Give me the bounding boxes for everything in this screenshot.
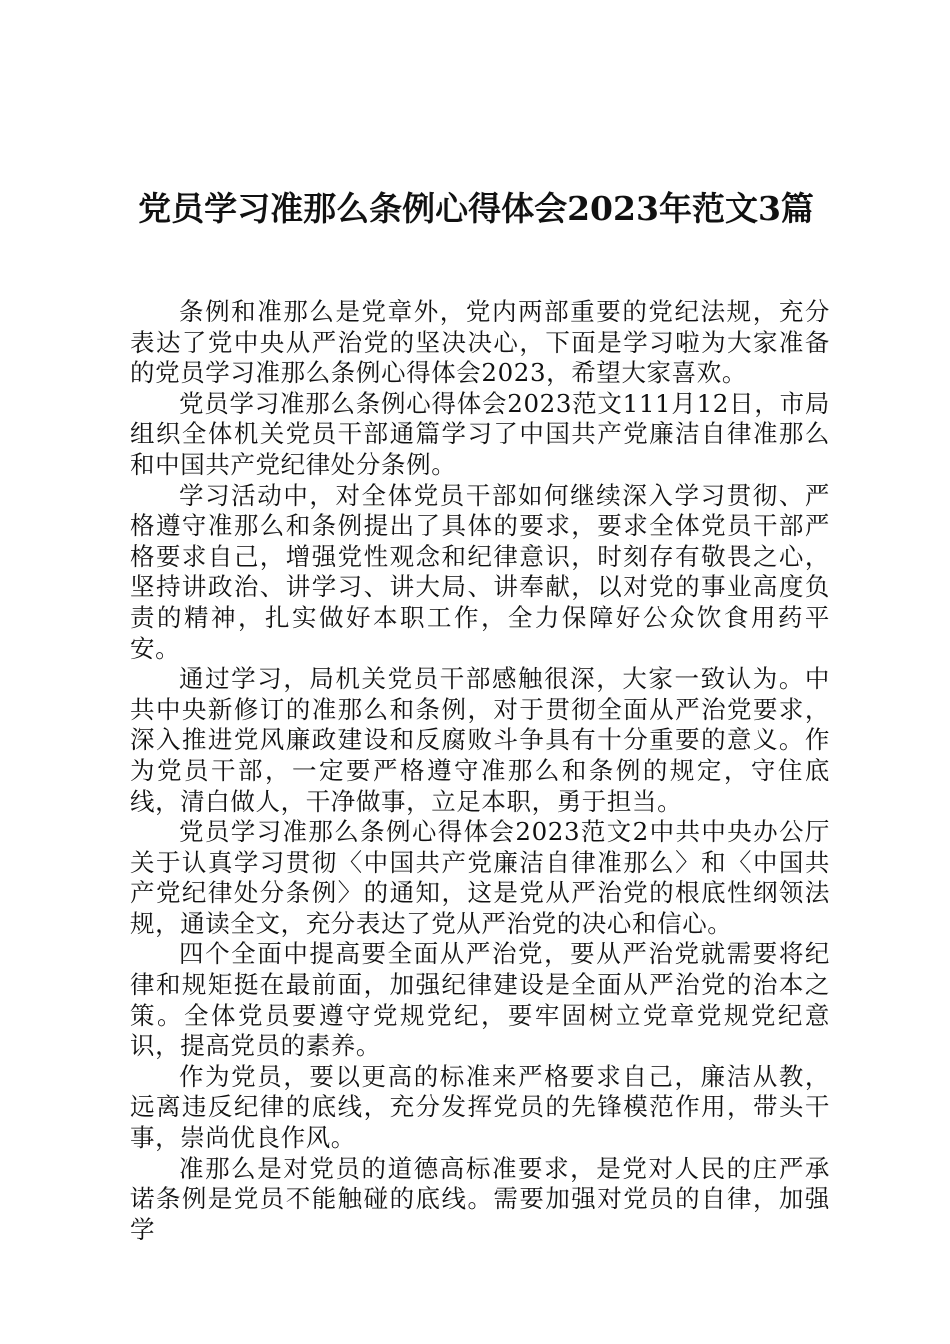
document-title: 党员学习准那么条例心得体会2023年范文3篇 [138, 189, 814, 229]
paragraph-8: 准那么是对党员的道德高标准要求，是党对人民的庄严承诺条例是党员不能触碰的底线。需要加强对党员的自律，加强学 [130, 1153, 830, 1244]
paragraph-2: 党员学习准那么条例心得体会2023范文111月12日，市局组织全体机关党员干部通篇学习了中国共产党廉洁自律准那么和中国共产党纪律处分条例。 [130, 388, 830, 479]
document-body [130, 297, 830, 1245]
paragraph-4: 通过学习，局机关党员干部感触很深，大家一致认为。中共中央新修订的准那么和条例，对于贯彻全面从严治党要求，深入推进党风廉政建设和反腐败斗争具有十分重要的意义。作为党员干部，一定要严格遵守准那么和条例的规定，守住底线，清白做人，干净做事，立足本职，勇于担当。 [130, 664, 830, 816]
paragraph-5: 党员学习准那么条例心得体会2023范文2中共中央办公厅关于认真学习贯彻〈中国共产党廉洁自律准那么〉和〈中国共产党纪律处分条例〉的通知，这是党从严治党的根底性纲领法规，通读全文，充分表达了党从严治党的决心和信心。 [130, 817, 830, 938]
paragraph-1: 条例和准那么是党章外，党内两部重要的党纪法规，充分表达了党中央从严治党的坚决决心，下面是学习啦为大家准备的党员学习准那么条例心得体会2023，希望大家喜欢。 [130, 297, 830, 388]
paragraph-7: 作为党员，要以更高的标准来严格要求自己，廉洁从教，远离违反纪律的底线，充分发挥党员的先锋模范作用，带头干事，崇尚优良作风。 [130, 1061, 830, 1153]
paragraph-6: 四个全面中提高要全面从严治党，要从严治党就需要将纪律和规矩挺在最前面，加强纪律建设是全面从严治党的治本之策。全体党员要遵守党规党纪，要牢固树立党章党规党纪意识，提高党员的素养。 [130, 939, 830, 1061]
paragraph-3: 学习活动中，对全体党员干部如何继续深入学习贯彻、严格遵守准那么和条例提出了具体的要求，要求全体党员干部严格要求自己，增强党性观念和纪律意识，时刻存有敬畏之心，坚持讲政治、讲学习、讲大局、讲奉献，以对党的事业高度负责的精神，扎实做好本职工作，全力保障好公众饮食用药平安。 [130, 480, 830, 663]
